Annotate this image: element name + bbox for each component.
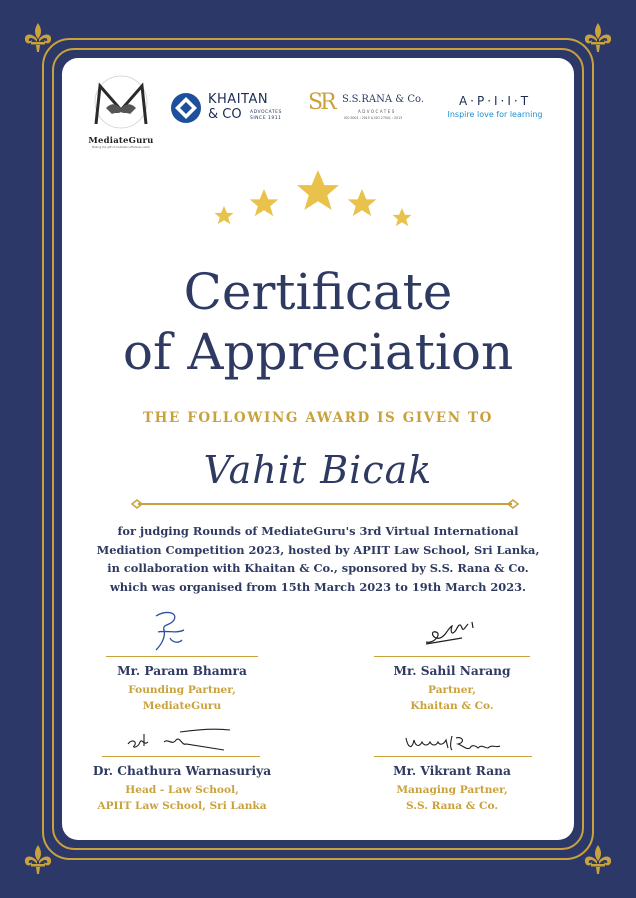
signatory-role <box>76 782 288 814</box>
signatory-name: Mr. Sahil Narang <box>393 664 511 678</box>
certificate-title-line1: Certificate <box>183 263 453 321</box>
apiit-tagline: Inspire love for learning <box>447 110 543 119</box>
ssrana-name: S.S.RANA & Co. <box>342 94 425 105</box>
signatory-block <box>76 764 288 814</box>
fleur-de-lis-icon <box>20 842 56 878</box>
description-line: in collaboration with Khaitan & Co., sponsored by S.S. Rana & Co. <box>107 561 529 575</box>
signature-chathura-warnasuriya <box>124 724 234 754</box>
award-caption: THE FOLLOWING AWARD IS GIVEN TO <box>143 410 493 426</box>
mediateguru-tagline: Making the gift of mediation effortless (estd) <box>91 146 151 149</box>
signature-sahil-narang <box>422 614 482 650</box>
fleur-de-lis-icon <box>20 20 56 56</box>
signatory-name: Mr. Param Bhamra <box>117 664 247 678</box>
ssrana-sub: ADVOCATES <box>358 109 396 114</box>
star-icon <box>215 206 234 224</box>
signature-line <box>374 756 532 757</box>
ssrana-mark: SR <box>308 90 334 115</box>
star-icon <box>250 189 279 216</box>
mediateguru-name: MediateGuru <box>88 136 154 146</box>
signature-vikrant-rana <box>404 730 504 758</box>
signatory-role <box>86 682 278 714</box>
signatory-name: Dr. Chathura Warnasuriya <box>92 764 272 778</box>
signatory-name: Mr. Vikrant Rana <box>393 764 511 778</box>
stars-decoration <box>200 160 436 230</box>
khaitan-line2: & CO <box>208 107 242 122</box>
signature-param-bhamra <box>148 608 194 654</box>
signature-line <box>374 656 530 657</box>
signatory-role-line: Managing Partner, <box>396 784 508 796</box>
signatory-role-line: APIIT Law School, Sri Lanka <box>97 800 267 812</box>
recipient-name: Vahit Bicak <box>203 448 433 492</box>
description-line: for judging Rounds of MediateGuru's 3rd Virtual International <box>117 524 519 538</box>
star-icon <box>348 189 377 216</box>
apiit-logo <box>436 94 554 124</box>
certificate-description <box>92 522 544 596</box>
khaitan-line1: KHAITAN <box>208 92 269 107</box>
certificate-title-line2: of Appreciation <box>122 323 514 381</box>
description-line: Mediation Competition 2023, hosted by APIIT Law School, Sri Lanka, <box>96 542 540 557</box>
signatory-role-line: Head - Law School, <box>125 784 239 796</box>
star-icon <box>297 170 339 210</box>
signatory-role-line: Founding Partner, <box>128 684 236 696</box>
signature-line <box>102 756 260 757</box>
signatory-block <box>86 664 278 714</box>
fleur-de-lis-icon <box>580 842 616 878</box>
khaitan-sub2: SINCE 1911 <box>250 116 282 121</box>
ssrana-logo <box>308 90 430 126</box>
signatory-role <box>356 782 548 814</box>
ornamental-divider <box>130 498 520 510</box>
signatory-block <box>356 664 548 714</box>
signatory-role <box>356 682 548 714</box>
signatory-role-line: Partner, <box>428 684 476 696</box>
fleur-de-lis-icon <box>580 20 616 56</box>
description-line: which was organised from 15th March 2023 to 19th March 2023. <box>109 579 527 594</box>
khaitan-emblem-icon <box>170 92 202 124</box>
signature-line <box>106 656 258 657</box>
apiit-name: A·P·I·I·T <box>458 94 532 108</box>
khaitan-sub1: ADVOCATES <box>250 110 282 115</box>
khaitan-logo <box>170 92 295 128</box>
ssrana-iso: ISO 9001 : 2015 & ISO 27001 : 2013 <box>344 116 403 120</box>
handshake-icon <box>80 72 162 132</box>
signatory-block <box>356 764 548 814</box>
signatory-role-line: MediateGuru <box>142 700 222 712</box>
signatory-role-line: S.S. Rana & Co. <box>405 800 499 812</box>
star-icon <box>393 208 412 226</box>
mediateguru-logo <box>80 72 162 152</box>
signatory-role-line: Khaitan & Co. <box>410 700 494 712</box>
